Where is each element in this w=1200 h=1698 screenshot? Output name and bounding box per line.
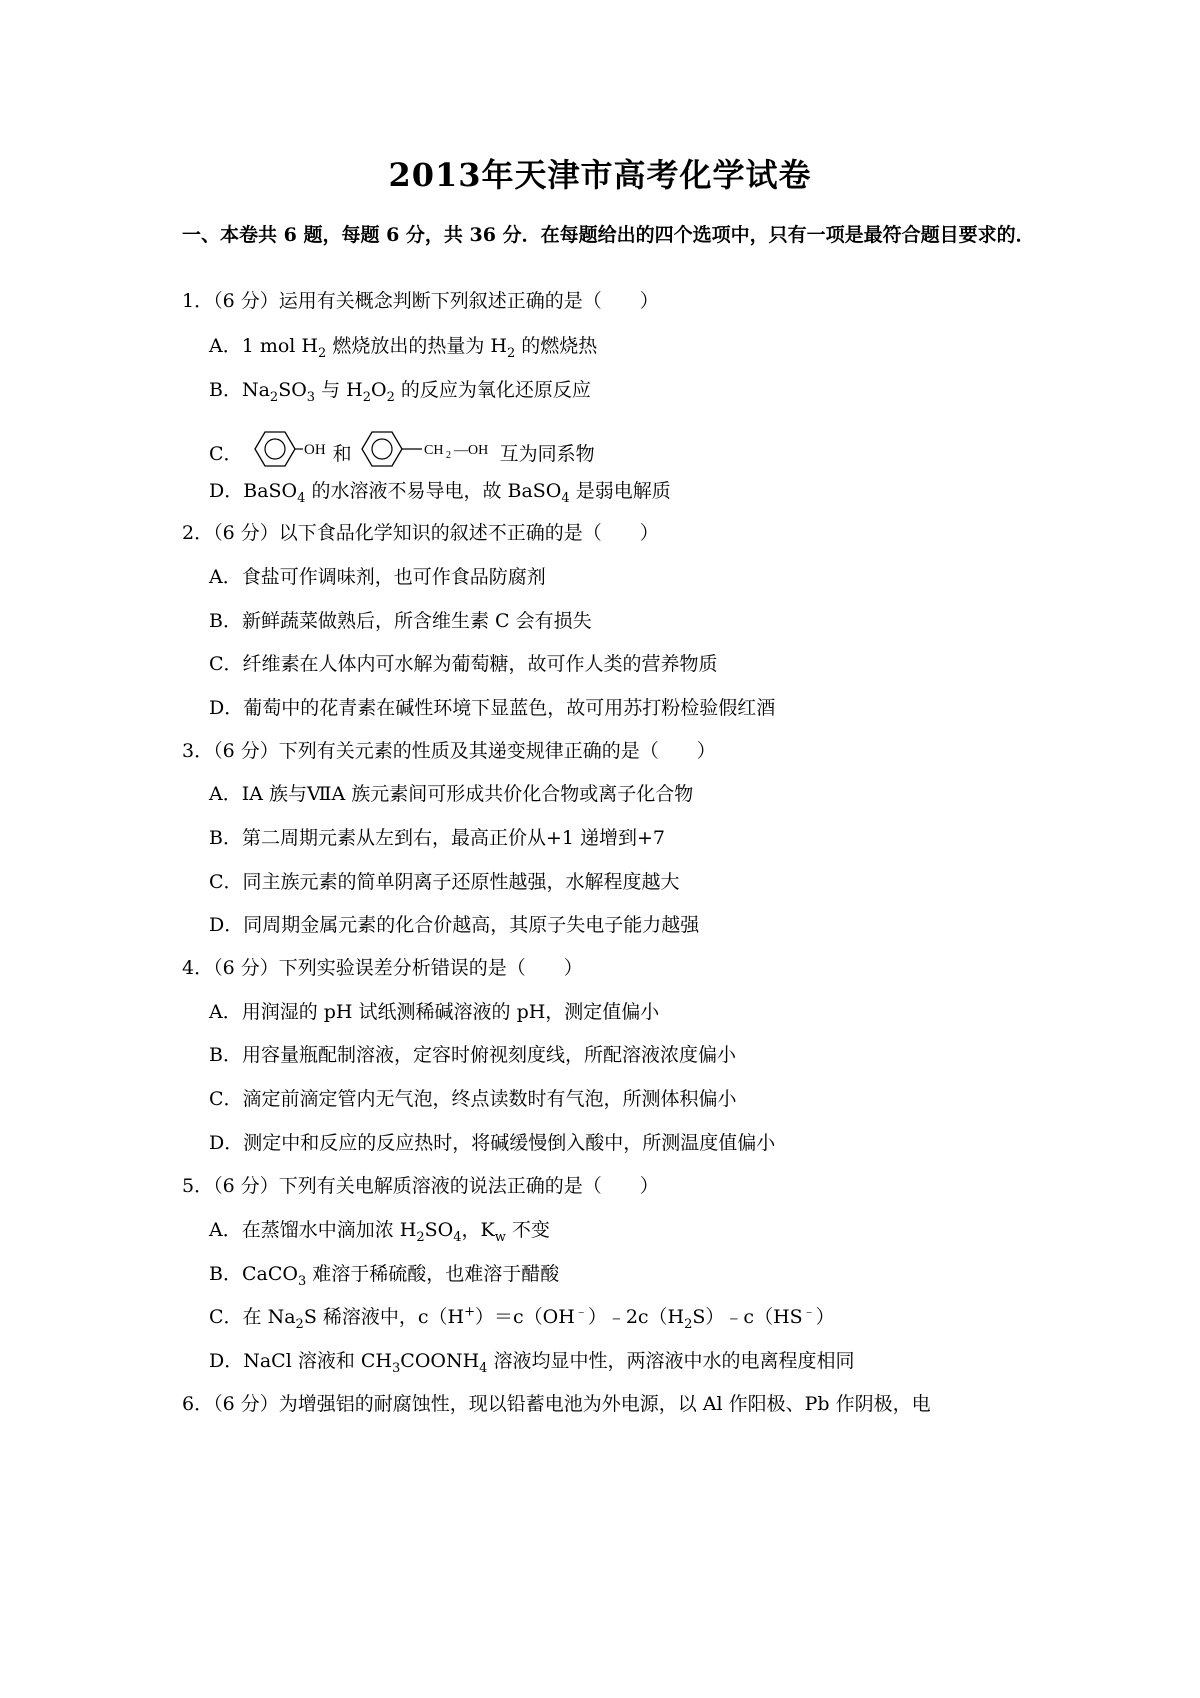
question-2-option-a: A．食盐可作调味剂，也可作食品防腐剂 [209, 566, 546, 588]
question-3-option-a: A．ⅠA 族与ⅦA 族元素间可形成共价化合物或离子化合物 [209, 783, 694, 805]
question-5-option-b: B．CaCO$_3$ 难溶于稀硫酸，也难溶于醋酸 [209, 1263, 560, 1289]
question-1-option-b: B．$Na_2SO_3$ 与 $H_2O_2$ 的反应为氧化还原反应 [209, 379, 591, 405]
question-5-option-c: C．在 $Na_2S$ 稀溶液中，$c(H^+)=c(OH^﹣)﹣2c(H_2S)﹣c(HS^﹣)$ [209, 1304, 835, 1332]
page-title: 2013年天津市高考化学试卷 [388, 156, 812, 194]
question-3-option-b: B．第二周期元素从左到右，最高正价从+1 递增到+7 [209, 827, 666, 849]
phenol-structure [249, 427, 333, 471]
question-4-option-b: B．用容量瓶配制溶液，定容时俯视刻度线，所配溶液浓度偏小 [209, 1044, 736, 1066]
question-1-option-d: D．BaSO$_4$ 的水溶液不易导电，故 BaSO$_4$ 是弱电解质 [209, 480, 671, 506]
svg-text:OH: OH [303, 442, 326, 458]
question-3-stem: 3．（6 分）下列有关元素的性质及其递变规律正确的是（ ） [182, 740, 716, 762]
section-instructions: 一、本卷共 6 题，每题 6 分，共 36 分．在每题给出的四个选项中，只有一项是最符合题目要求的． [182, 224, 1035, 246]
question-4-stem: 4．（6 分）下列实验误差分析错误的是（ ） [182, 957, 583, 979]
question-2-option-c: C．纤维素在人体内可水解为葡萄糖，故可作人类的营养物质 [209, 653, 718, 675]
benzene-ring-icon [249, 427, 333, 471]
question-4-option-c: C．滴定前滴定管内无气泡，终点读数时有气泡，所测体积偏小 [209, 1088, 737, 1110]
svg-text:CH: CH [423, 443, 444, 458]
benzene-ring-icon [358, 427, 500, 471]
question-5-option-d: D．NaCl 溶液和 $CH_3COONH_4$ 溶液均显中性，两溶液中水的电离程度相同 [209, 1350, 855, 1376]
question-5-stem: 5．（6 分）下列有关电解质溶液的说法正确的是（ ） [182, 1175, 659, 1197]
question-6-stem: 6．（6 分）为增强铝的耐腐蚀性，现以铅蓄电池为外电源，以 Al 作阳极、Pb 作阴极，电 [182, 1393, 931, 1415]
benzyl-alcohol-structure [358, 427, 500, 471]
question-4-option-d: D．测定中和反应的反应热时，将碱缓慢倒入酸中，所测温度值偏小 [209, 1132, 776, 1154]
question-3-option-c: C．同主族元素的简单阴离子还原性越强，水解程度越大 [209, 871, 680, 893]
question-2-stem: 2．（6 分）以下食品化学知识的叙述不正确的是（ ） [182, 522, 659, 544]
svg-text:2: 2 [445, 450, 451, 461]
question-1-option-a: A．1 mol $H_2$ 燃烧放出的热量为 $H_2$ 的燃烧热 [209, 335, 598, 361]
question-3-option-d: D．同周期金属元素的化合价越高，其原子失电子能力越强 [209, 914, 700, 936]
question-1-option-c: C． OH 和 CH 2 —OH 互为同系物 [209, 433, 595, 477]
question-4-option-a: A．用润湿的 pH 试纸测稀碱溶液的 pH，测定值偏小 [209, 1001, 660, 1023]
question-2-option-d: D．葡萄中的花青素在碱性环境下显蓝色，故可用苏打粉检验假红酒 [209, 697, 776, 719]
svg-text:—OH: —OH [453, 443, 488, 458]
question-2-option-b: B．新鲜蔬菜做熟后，所含维生素 C 会有损失 [209, 610, 592, 632]
question-5-option-a: A．在蒸馏水中滴加浓 $H_2SO_4$，$K_w$ 不变 [209, 1219, 550, 1245]
question-1-stem: 1．（6 分）运用有关概念判断下列叙述正确的是（ ） [182, 290, 659, 312]
